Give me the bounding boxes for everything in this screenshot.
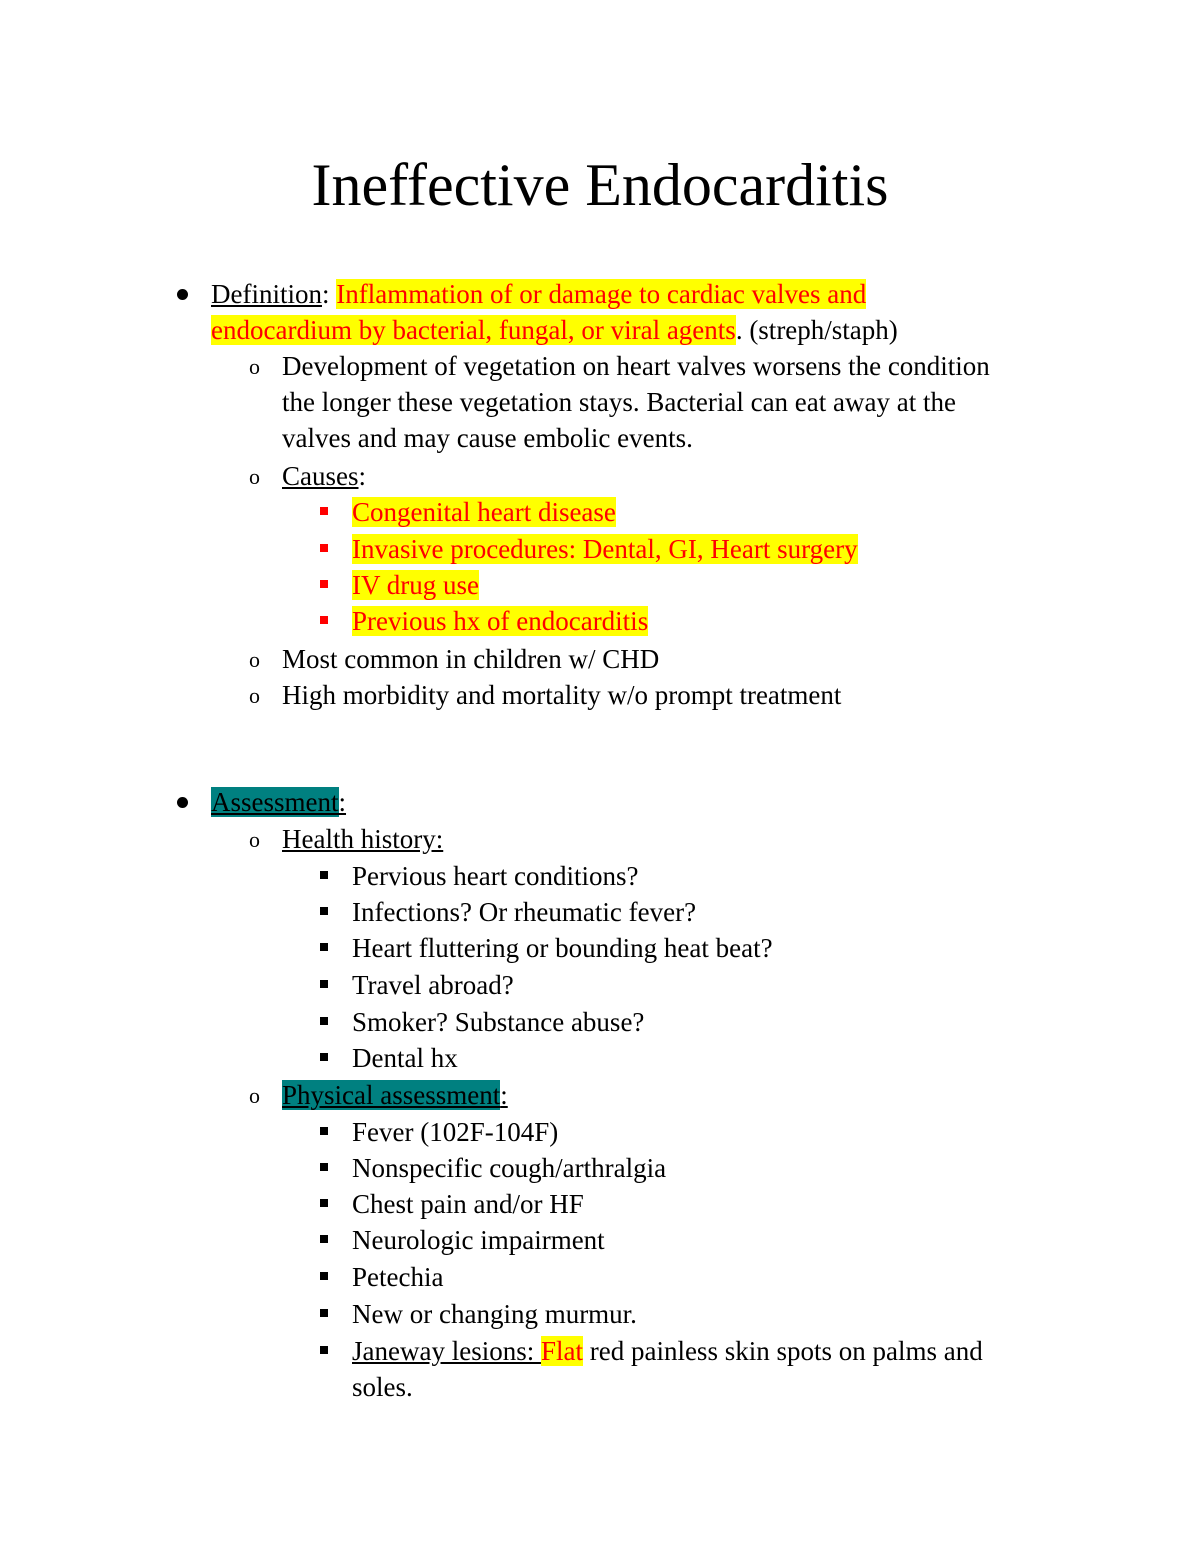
assessment-colon: : xyxy=(338,787,347,817)
history-item: Heart fluttering or bounding heat beat? xyxy=(352,933,773,963)
physical-heading xyxy=(282,1077,508,1113)
health-history-heading: Health history: xyxy=(282,824,444,854)
assessment-heading xyxy=(211,784,346,820)
square-bullet xyxy=(320,616,328,624)
circle-bullet: o xyxy=(249,1083,260,1108)
morbidity-line: High morbidity and mortality w/o prompt treatment xyxy=(282,680,842,710)
circle-bullet: o xyxy=(249,647,260,672)
square-bullet xyxy=(320,980,328,988)
physical-item: Neurologic impairment xyxy=(352,1225,605,1255)
definition-line-1 xyxy=(211,276,866,312)
causes-label: Causes xyxy=(282,461,359,491)
history-item: Dental hx xyxy=(352,1043,458,1073)
physical-item: New or changing murmur. xyxy=(352,1299,637,1329)
square-bullet xyxy=(320,1235,328,1243)
definition-colon: : xyxy=(321,279,330,309)
cause-item xyxy=(352,531,858,567)
physical-item: Chest pain and/or HF xyxy=(352,1189,584,1219)
cause-text: Congenital heart disease xyxy=(352,497,616,527)
circle-bullet: o xyxy=(249,464,260,489)
cause-text: Invasive procedures: Dental, GI, Heart surgery xyxy=(352,534,858,564)
vegetation-line-3: valves and may cause embolic events. xyxy=(282,423,693,453)
square-bullet xyxy=(320,907,328,915)
page-title: Ineffective Endocarditis xyxy=(311,152,889,218)
cause-text: IV drug use xyxy=(352,570,479,600)
children-line: Most common in children w/ CHD xyxy=(282,644,660,674)
assessment-label: Assessment xyxy=(211,787,339,817)
bullet-dot xyxy=(177,797,188,808)
square-bullet xyxy=(320,1127,328,1135)
square-bullet xyxy=(320,507,328,515)
history-item: Pervious heart conditions? xyxy=(352,861,639,891)
janeway-flat: Flat xyxy=(540,1336,583,1366)
square-bullet xyxy=(320,580,328,588)
janeway-line-2: soles. xyxy=(352,1372,413,1402)
square-bullet xyxy=(320,1272,328,1280)
cause-item xyxy=(352,567,479,603)
square-bullet xyxy=(320,1346,328,1354)
history-item: Infections? Or rheumatic fever? xyxy=(352,897,697,927)
cause-item xyxy=(352,603,648,639)
square-bullet xyxy=(320,1017,328,1025)
causes-colon: : xyxy=(358,461,367,491)
square-bullet xyxy=(320,871,328,879)
physical-colon: : xyxy=(500,1080,508,1110)
history-item: Travel abroad? xyxy=(352,970,514,1000)
janeway-rest: red painless skin spots on palms and xyxy=(582,1336,983,1366)
square-bullet xyxy=(320,1199,328,1207)
circle-bullet: o xyxy=(249,827,260,852)
square-bullet xyxy=(320,1309,328,1317)
vegetation-line-2: the longer these vegetation stays. Bacterial can eat away at the xyxy=(282,387,956,417)
definition-line-2 xyxy=(211,312,898,348)
physical-item: Nonspecific cough/arthralgia xyxy=(352,1153,667,1183)
definition-label: Definition xyxy=(211,279,322,309)
square-bullet xyxy=(320,544,328,552)
physical-item: Fever (102F-104F) xyxy=(352,1117,559,1147)
causes-heading xyxy=(282,458,366,494)
definition-highlight-2: endocardium by bacterial, fungal, or viral agents xyxy=(211,315,736,345)
circle-bullet: o xyxy=(249,354,260,379)
cause-text: Previous hx of endocarditis xyxy=(352,606,649,636)
history-item: Smoker? Substance abuse? xyxy=(352,1007,645,1037)
janeway-label: Janeway lesions: xyxy=(352,1336,541,1366)
definition-highlight-1: Inflammation of or damage to cardiac valves and xyxy=(336,279,867,309)
bullet-dot xyxy=(177,289,188,300)
physical-item: Petechia xyxy=(352,1262,444,1292)
vegetation-line-1: Development of vegetation on heart valves worsens the condition xyxy=(282,351,990,381)
definition-suffix: . (streph/staph) xyxy=(735,315,898,345)
janeway-line-1 xyxy=(352,1333,983,1369)
physical-label: Physical assessment xyxy=(282,1080,501,1110)
square-bullet xyxy=(320,1163,328,1171)
cause-item xyxy=(352,494,616,530)
circle-bullet: o xyxy=(249,683,260,708)
square-bullet xyxy=(320,1053,328,1061)
square-bullet xyxy=(320,943,328,951)
